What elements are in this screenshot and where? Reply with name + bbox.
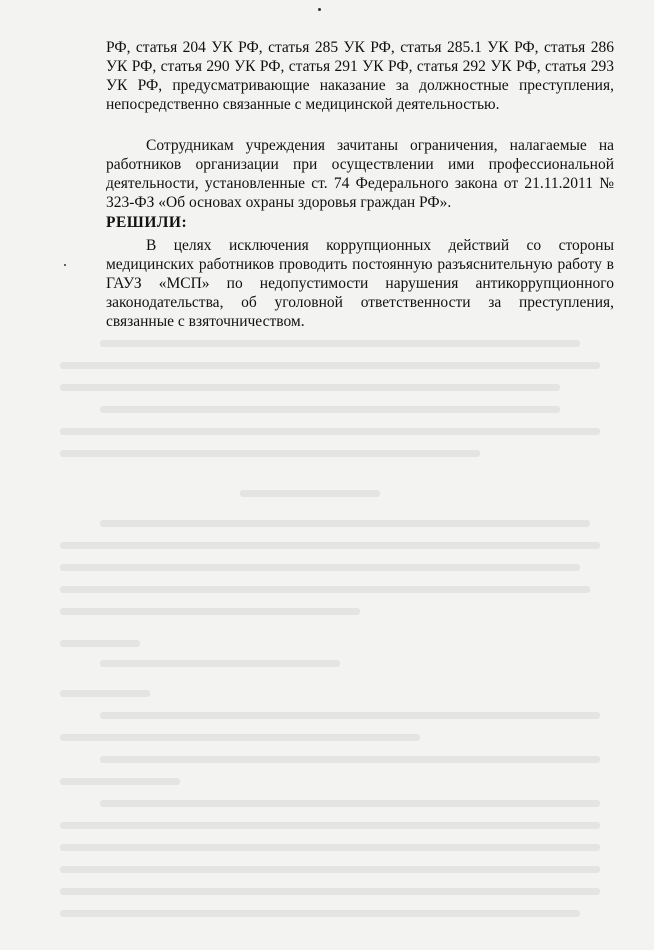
paragraph-restrictions-read: Сотрудникам учреждения зачитаны ограничения, налагаемые на работников организации при осуществлении ими профессиональной деятельности, установленные ст. 74 Федерального закона от 21.11.2011 № 323-ФЗ «Об основах охраны здоровья граждан РФ». [106,137,614,211]
scan-speck [318,8,321,11]
reverse-side-bleed-through [60,340,620,940]
paragraph-criminal-code-articles: РФ, статья 204 УК РФ, статья 285 УК РФ, статья 285.1 УК РФ, статья 286 УК РФ, статья 290 УК РФ, статья 291 УК РФ, статья 292 УК РФ, статья 293 УК РФ, предусматривающие наказание за должностные преступления, непосредственно связанные с медицинской деятельностью. [106,39,614,113]
paragraph-resolution: В целях исключения коррупционных действий со стороны медицинских работников проводить постоянную разъяснительную работу в ГАУЗ «МСП» по недопустимости нарушения антикоррупционного законодательства, об уголовной ответственности за преступления, связанные с взяточничеством. [106,237,614,330]
heading-resolved: РЕШИЛИ: [106,214,188,231]
scan-speck [64,264,66,266]
